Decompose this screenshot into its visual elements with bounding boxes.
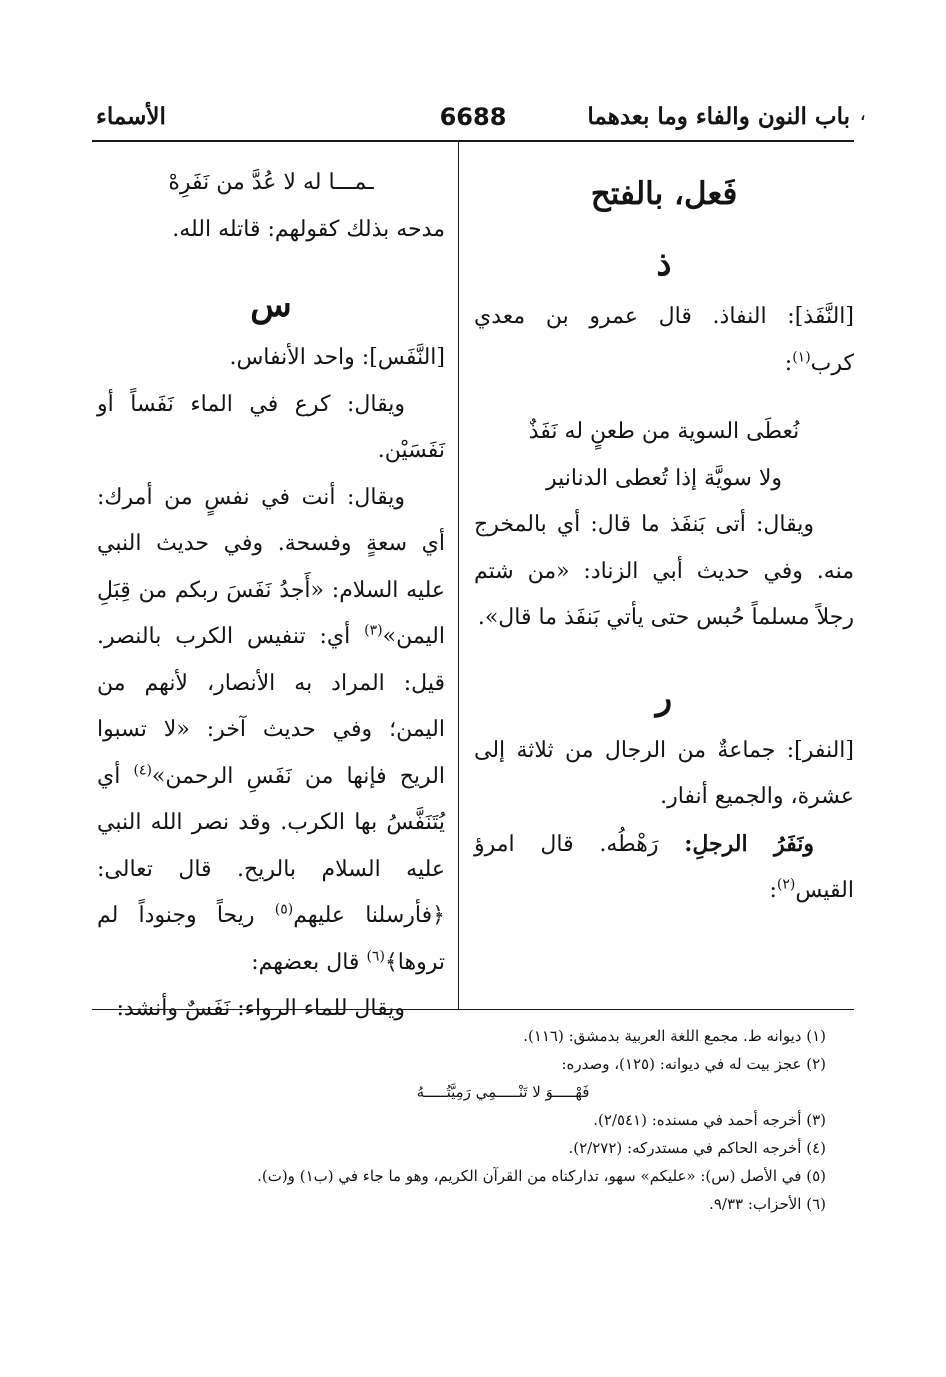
verse-continuation: ـمـــا له لا عُدَّ من نَفَرِهْ [168, 170, 374, 195]
entry-nafar-rajul [474, 821, 854, 915]
section-heading: فَعل، بالفتح [590, 176, 738, 212]
footnote-5: (٥) في الأصل (س): «عليكم» سهو، تداركناه من القرآن الكريم، وهو ما جاء في (ب١) و(ت). [257, 1167, 826, 1185]
footnote-2: (٢) عجز بيت له في ديوانه: (١٢٥)، وصدره: [561, 1055, 826, 1073]
footnote-6: (٦) الأحزاب: ٩/٣٣. [709, 1195, 826, 1213]
letter-heading-dh: ذ [656, 244, 672, 284]
footnote-ref-1: (١) [792, 349, 811, 366]
footnote-ref-4: (٤) [133, 762, 152, 779]
footnote-4: (٤) أخرجه الحاكم في مستدركه: (٢/٢٧٢). [568, 1139, 826, 1157]
footnote-2-verse: فَهْـــــوَ لا تَنْـــــمِي رَمِيَّتُـــــهُ [416, 1083, 590, 1101]
entry-nafar: [النفر]: جماعةٌ من الرجال من ثلاثة إلى عشرة، والجميع أنفار. [474, 737, 854, 809]
entry-fi-nafas [97, 475, 445, 987]
footnotes [100, 1022, 826, 1218]
letter-heading-s: س [250, 285, 292, 325]
entry-bi-nafadh: ويقال: أتى بَنفَذ ما قال: أي بالمخرج منه. وفي حديث أبي الزناد: «من شتم رجلاً مسلماً حُبس حتى يأتي بَنفَذ ما قال». [474, 512, 854, 630]
header-section-title: الأسماء [96, 103, 166, 130]
left-column [97, 160, 445, 1033]
footnote-ref-2: (٢) [776, 876, 796, 893]
footnote-1: (١) ديوانه ط. مجمع اللغة العربية بدمشق: (١١٦). [523, 1027, 826, 1045]
letter-heading-r: ر [655, 677, 673, 718]
verse-line-2: ولا سويَّة إذا تُعطى الدنانير [545, 465, 783, 491]
entry-fi-nafas-b: أي: تنفيس الكرب بالنصر. قيل: المراد به الأنصار، لأنهم من اليمن؛ وفي حديث آخر: «لا تسبوا الريح فإنها من نَفَسِ الرحمن» [97, 624, 446, 789]
header-chapter-title: باب النون والفاء وما بعدهما [587, 103, 850, 130]
column-divider [458, 142, 459, 1009]
entry-karaa: ويقال: كرع في الماء نَفَساً أو نَفَسَيْن. [97, 391, 445, 463]
right-column [474, 160, 854, 915]
colon: : [769, 878, 777, 903]
entry-fi-nafas-c: أي يُتَنَفَّسُ بها الكرب. وقد نصر الله النبي عليه السلام بالريح. قال تعالى: ﴿فأرسلنا عليهم [97, 763, 445, 928]
header-mark: ، [859, 101, 866, 125]
entry-nafar-rajul-text: رَهْطُه. قال امرؤ القيس [474, 831, 854, 903]
entry-nafadh-text: [النَّفَذ]: النفاذ. قال عمرو بن معدي كرب [474, 304, 854, 376]
entry-fi-nafas-e: قال بعضهم: [251, 949, 360, 975]
entry-fi-nafas-d: ريحاً وجنوداً لم تروها﴾ [97, 903, 445, 975]
entry-nafas: [النَّفَس]: واحد الأنفاس. [229, 345, 445, 370]
verse-line-1: نُعطَى السوية من طعنٍ له نَفَذٌ [528, 419, 800, 444]
praise-note: مدحه بذلك كقولهم: قاتله الله. [172, 216, 445, 242]
entry-nafadh [474, 294, 854, 387]
entry-nafar-rajul-head: ونَفَرُ الرجلِ: [684, 830, 814, 857]
page-number: 6688 [439, 103, 507, 131]
footnote-ref-3: (٣) [364, 622, 383, 639]
entry-water: ويقال للماء الرواء: نَفَسٌ وأنشد: [116, 996, 405, 1021]
footnote-ref-6: (٦) [366, 948, 385, 965]
footnote-ref-5: (٥) [274, 901, 294, 918]
header-rule [92, 140, 854, 142]
entry-fi-nafas-a: ويقال: أنت في نفسٍ من أمرك: أي سعةٍ وفسحة. وفي حديث النبي عليه السلام: «أَجدُ نَفَسَ ربكم من قِبَلِ اليمن» [97, 484, 445, 649]
colon: : [784, 350, 793, 376]
footnote-3: (٣) أخرجه أحمد في مسنده: (٢/٥٤١). [593, 1111, 826, 1129]
